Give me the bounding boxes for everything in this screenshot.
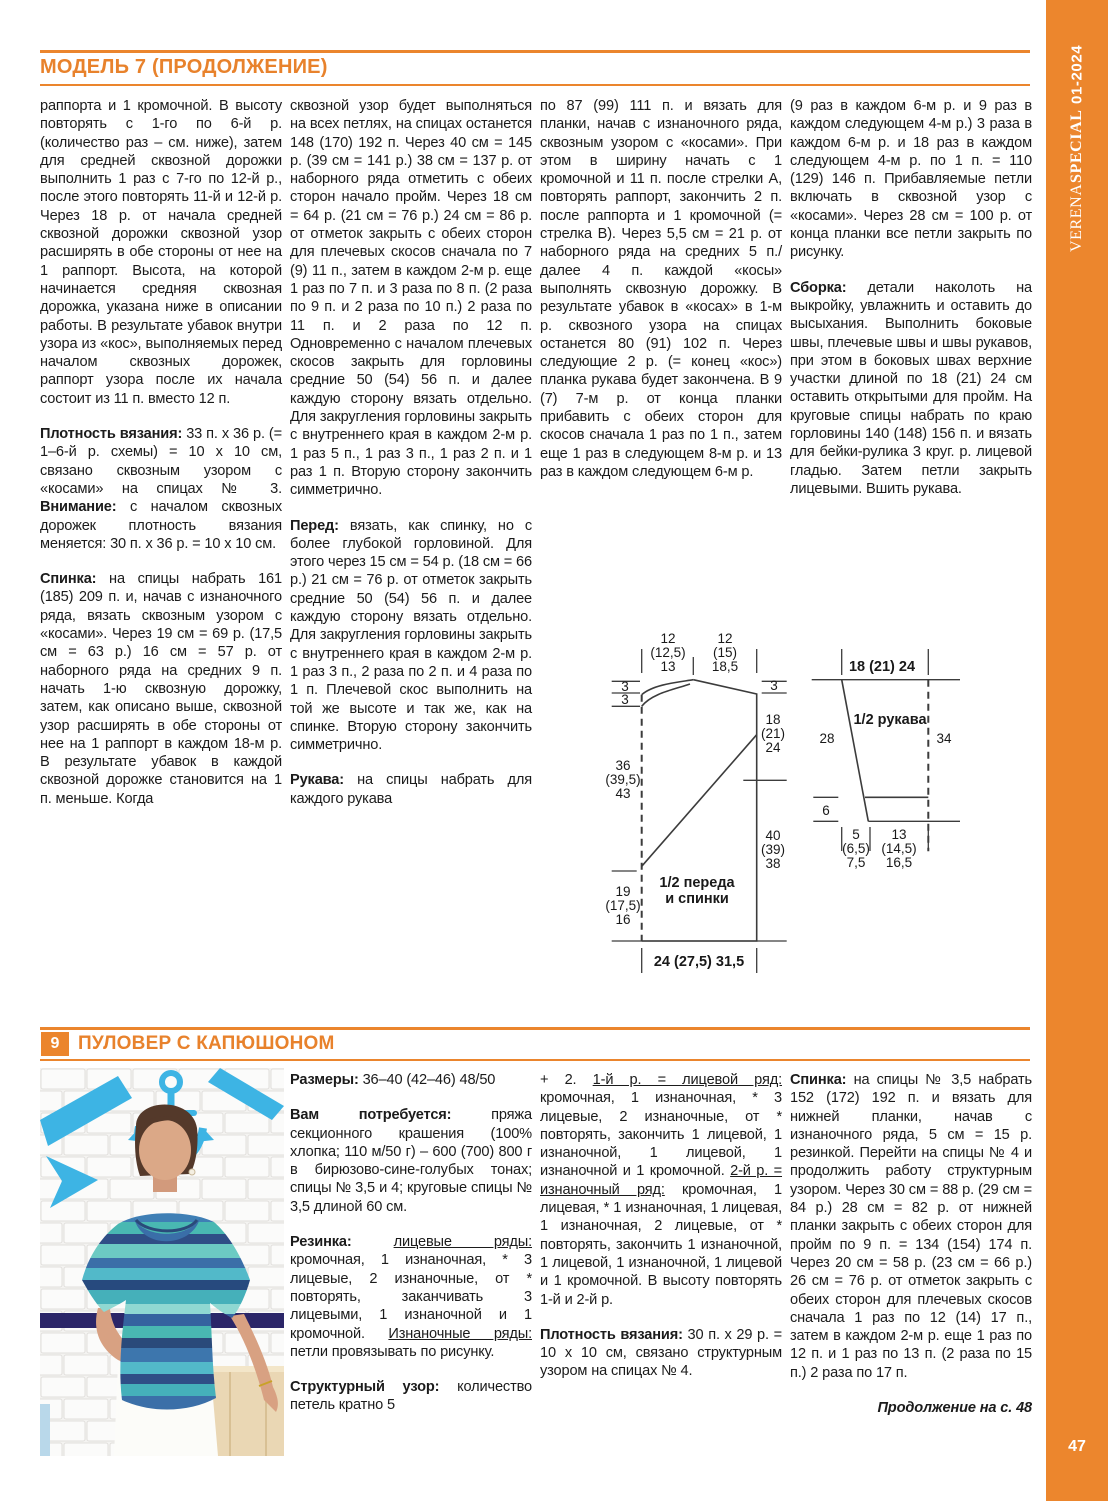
model9-column-1: Размеры: 36–40 (42–46) 48/50 Вам потребуется: пряжа секционного крашения (100% хлопка; 110 м/50 г) – 600 (700) 800 г в бирюзово-сине-голубых тонах; спицы № 3,5 и 4; круговые спицы № 3,5 длиной 60 см. Резинка: лицевые ряды: кромочная, 1 изнаночная, * 3 лицевые, 2 изнаночные, от * повторять, заканчивать 3 лицевыми, 1 изнаночной и 1 кромочной. Изнаночные ряды: петли провязывать по рисунку. Структурный узор: количество петель кратно 5: [290, 1072, 533, 1414]
dim-label: 40: [765, 828, 781, 843]
dim-label: 12: [660, 631, 676, 646]
front-back-label: и спинки: [665, 891, 729, 907]
model7-column-2: сквозной узор будет выполняться на всех петлях, на спицах останется 148 (170) 192 п. Через 40 см = 145 р. (39 см = 141 р.) 38 см = 137 р. от наборного ряда отметить с обеих сторон начало пройм. Через 18 см = 64 р. (21 см = 76 р.) 24 см = 86 р. от отметок закрыть с обеих сторон для плечевых скосов сначала по 7 (9) 11 п., затем в каждом 2-м р. еще 1 раз по 7 п. и 3 раза по 8 п. (2 раза по 9 п. и 2 раза по 10 п.) 2 раза по 11 п. и 2 раза по 12 п. Одновременно с началом плечевых скосов закрыть для горловины средние 50 (54) 56 п. и далее каждую сторону вязать отдельно. Для закругления горловины закрыть с внутреннего края в каждом 2-м р. 1 раз 5 п., 1 раз 3 п., 1 раз 2 п. и 1 раз 1 п. Вторую сторону закончить симметрично. Перед: вязать, как спинку, но с более глубокой горловиной. Для этого через 15 см = 54 р. (18 см = 66 р.) 21 см = 76 р. от отметок закрыть средние 50 (54) 56 п. и далее каждую сторону вязать отдельно. Для закругления горловины закрыть с внутреннего края в каждом 2-м р. 1 раз 3 п., 2 раза по 2 п. и 4 раза по 1 п. Плечевой скос выполнить на той же высоте и так же, как на спинке. Вторую сторону закончить симметрично. Рукава: на спицы набрать для каждого рукава: [290, 98, 532, 807]
model7-title: МОДЕЛЬ 7 (ПРОДОЛЖЕНИЕ): [40, 56, 328, 78]
dim-label: 6: [822, 803, 830, 818]
sleeve-label: 1/2 рукава: [853, 712, 927, 728]
dim-label: 34: [936, 731, 952, 746]
dim-label: (17,5): [605, 898, 641, 913]
dim-label: (6,5): [842, 841, 870, 856]
dim-label: 43: [615, 786, 631, 801]
dim-label: 12: [717, 631, 733, 646]
model9-rule-bottom: [40, 1059, 1030, 1061]
dim-label: 24: [765, 740, 781, 755]
model9-column-2: + 2. 1-й р. = лицевой ряд: кромочная, 1 изнаночная, * 3 лицевые, 2 изнаночные, от * повторять, закончить 1 лицевой, 1 изнаночной, 1 лицевой, 1 изнаночной и 1 кромочной. 2-й р. = изнаночный ряд: кромочная, 1 лицевая, * 1 изнаночная, 1 лицевая, 1 изнаночная, 2 лицевые, от * повторять, закончить 1 изнаночной, 1 лицевой, 1 изнаночной, 1 лицевой и 1 кромочной. В высоту повторять 1-й и 2-й р. Плотность вязания: 30 п. х 29 р. = 10 х 10 см, связано структурным узором на спицах № 4.: [540, 1072, 783, 1380]
dim-label: 28: [819, 731, 835, 746]
front-back-label: 1/2 переда: [659, 875, 735, 891]
brand-name-bold: SPECIAL: [1068, 109, 1085, 184]
sleeve-schematic: [812, 649, 960, 851]
dim-label: (39,5): [605, 772, 641, 787]
model9-rule-top: [40, 1027, 1030, 1030]
dim-label: (14,5): [881, 841, 917, 856]
model9-title: ПУЛОВЕР С КАПЮШОНОМ: [78, 1033, 335, 1054]
header-rule-top: [40, 50, 1030, 53]
dim-label: 38: [765, 856, 781, 871]
header-rule-bottom: [40, 84, 1030, 86]
dim-label: 24 (27,5) 31,5: [653, 954, 745, 970]
model9-number: 9: [50, 1035, 60, 1052]
brand-name: VERENA: [1068, 183, 1085, 252]
face: [139, 1120, 191, 1180]
front-back-schematic: [612, 649, 787, 973]
dim-label: (21): [760, 726, 786, 741]
dim-label: (39): [760, 842, 786, 857]
dim-label: 3: [770, 678, 778, 693]
model7-column-3: по 87 (99) 111 п. и вязать для планки, начав с изнаночного ряда, сквозным узором с «косами». При этом в ширину начать с 1 кромочной и 11 п. после стрелки А, повторять раппорт, закончить 2 п. после раппорта и 1 кромочной (= стрелка В). Через 5,5 см = 21 р. от наборного ряда на средних 5 п./далее 4 п. каждой «косы» выполнять сквозную дорожку. В результате убавок в «косах» в 1-м р. сквозного узора на спицах останется 80 (91) 102 п. Через следующие 2 р. (= конец «кос») планка рукава будет закончена. В 9 (7) 7-м р. от конца планки прибавить с обеих сторон для скосов сначала 1 раз по 1 п., затем еще 1 раз в следующем 8-м р. и 13 раз в каждом следующем 6-м р.: [540, 98, 782, 480]
pattern-schematics: [540, 623, 1040, 1013]
dim-label: 36: [615, 758, 631, 773]
model-photo: [40, 1068, 284, 1456]
dim-label: 3: [621, 692, 629, 707]
dim-label: 18: [765, 712, 781, 727]
model7-column-4: (9 раз в каждом 6-м р. и 9 раз в каждом следующем 4-м р.) 3 раза в каждом 6-м р. и 18 раз в каждом следующем 4-м р. по 1 п. = 110 (129) 146 п. Прибавляемые петли включать в сквозной узор с «косами». Через 28 см = 100 р. от конца планки все петли закрыть по рисунку. Сборка: детали наколоть на выкройку, увлажнить и оставить до высыхания. Выполнить боковые швы, плечевые швы и швы рукавов, при этом в боковых швах верхние участки длиной по 18 (21) 24 см оставить открытыми для пройм. На круговые спицы набрать по краю горловины 140 (148) 156 п. и вязать для бейки-рулика 3 круг. р. лицевой гладью. Затем петли закрыть лицевыми. Вшить рукава.: [790, 98, 1032, 497]
dim-label: 18,5: [711, 659, 739, 674]
dim-label: 19: [615, 884, 631, 899]
model9-number-box: [41, 1032, 69, 1056]
dim-label: 3: [621, 679, 629, 694]
model9-column-3: Спинка: на спицы № 3,5 набрать 152 (172) 192 п. и вязать для нижней планки, начав с изнаночного ряда, 5 см = 15 р. резинкой. Перейти на спицы № 4 и продолжить работу структурным узором. Через 30 см = 88 р. (29 см = 84 р.) 28 см = 82 р. от нижней планки закрыть с обеих сторон для пройм по 9 п. = 134 (154) 174 п. Через 20 см = 58 р. (23 см = 66 р.) 26 см = 76 р. от отметок закрыть с обеих сторон для плечевых скосов сначала 1 раз по 12 (14) 17 п., затем в каждом 2-м р. еще 1 раз по 12 п. и 1 раз по 13 п. (2 раза по 15 п.) 2 раза по 17 п. Продолжение на с. 48: [790, 1072, 1032, 1417]
dim-label: 16: [615, 912, 631, 927]
dim-label: 18 (21) 24: [848, 659, 916, 675]
issue-number: 01-2024: [1068, 44, 1086, 104]
dim-label: 7,5: [846, 855, 866, 870]
dim-label: 13: [660, 659, 676, 674]
dim-label: 16,5: [885, 855, 913, 870]
earring: [189, 1169, 195, 1175]
dim-label: 13: [891, 827, 907, 842]
magazine-issue-label: [1046, 38, 1108, 258]
dim-label: 5: [852, 827, 860, 842]
page-number: 47: [1068, 1438, 1086, 1455]
model7-column-1: раппорта и 1 кромочной. В высоту повторять с 1-го по 6-й р. (количество раз – см. ниже), затем для средней сквозной дорожки выполнить 1 раз с 7-го по 12-й р., после этого повторять 11-й и 12-й р. Через 18 р. от начала средней сквозной дорожки сквозной узор расширять в обе стороны от нее на 1 раппорт. Высота, на которой начинается средняя сквозная дорожка, указана ниже в описании работы. В результате убавок внутри узора из «кос», выполняемых перед началом сквозных дорожек, раппорт узора после их начала состоит из 11 п. вместо 12 п. Плотность вязания: 33 п. х 36 р. (= 1–6-й р. схемы) = 10 х 10 см, связано сквозным узором с «косами» на спицах № 3. Внимание: с началом сквозных дорожек плотность вязания меняется: 30 п. х 36 р. = 10 х 10 см. Спинка: на спицы набрать 161 (185) 209 п. и, начав с изнаночного ряда, вязать сквозным узором с «косами». Через 19 см = 69 р. (17,5 см = 63 р.) 16 см = 57 р. от наборного ряда на средних 9 п. начать 1-ю сквозную дорожку, затем, как описано выше, сквозной узор расширять в обе стороны от нее на 1 раппорт в каждом 18-м р. В результате убавок в каждой сквозной дорожке становится на 1 п. меньше. Когда: [40, 98, 282, 807]
dim-label: (12,5): [650, 645, 686, 660]
dim-label: (15): [712, 645, 738, 660]
